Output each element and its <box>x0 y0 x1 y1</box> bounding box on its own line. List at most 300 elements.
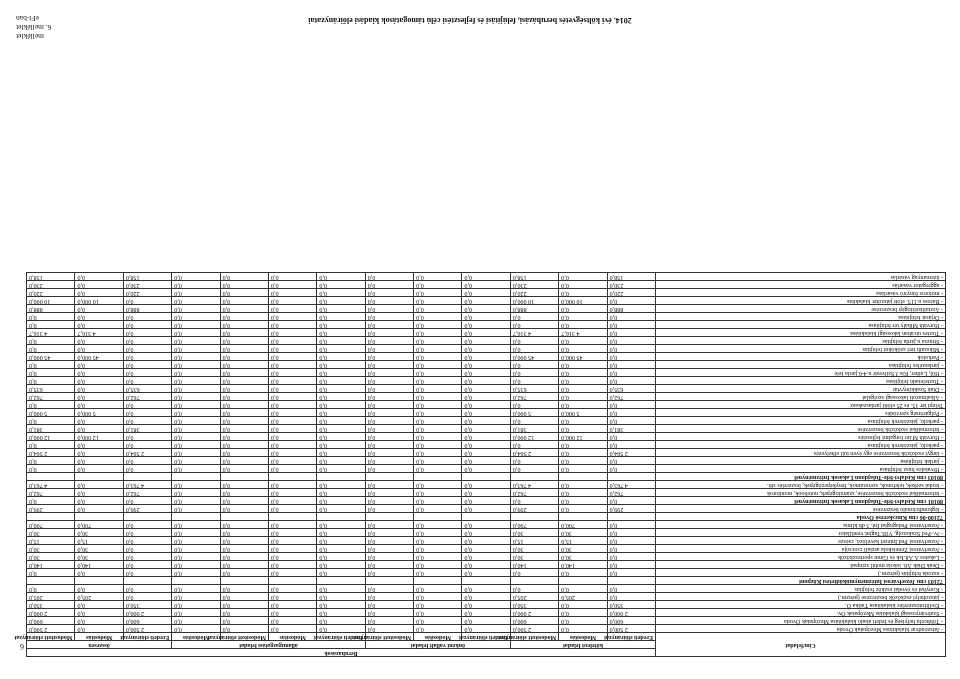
row-value: 0,0 <box>123 537 171 545</box>
row-value: 0,0 <box>607 353 655 361</box>
row-value: 0,0 <box>317 489 365 497</box>
row-value: 0,0 <box>172 273 220 281</box>
subcol-header: Módosítás <box>269 633 317 641</box>
row-value: 0,0 <box>462 545 510 553</box>
row-value: 30,0 <box>75 553 123 561</box>
row-value: 762,0 <box>510 393 558 401</box>
row-value: 0,0 <box>317 625 365 633</box>
page-mark: 6 <box>20 642 24 651</box>
row-value: 0,0 <box>172 617 220 625</box>
row-value: 0,0 <box>269 385 317 393</box>
table-row <box>27 441 946 449</box>
row-value: 0,0 <box>317 585 365 593</box>
row-value: 230,0 <box>123 281 171 289</box>
row-value: 0,0 <box>510 369 558 377</box>
row-value: 30,0 <box>27 529 76 537</box>
row-value: 0,0 <box>607 433 655 441</box>
row-value: 230,0 <box>607 281 655 289</box>
row-value: 0,0 <box>365 529 413 537</box>
row-value: 140,0 <box>510 561 558 569</box>
row-value: 0,0 <box>269 489 317 497</box>
table-row <box>27 521 946 529</box>
row-value: 0,0 <box>462 409 510 417</box>
row-value: 600,0 <box>510 617 558 625</box>
row-value: 0,0 <box>269 545 317 553</box>
row-value: 0,0 <box>220 465 268 473</box>
row-value <box>414 473 462 481</box>
row-label: - uszoda felújítás (pénzm.) <box>656 569 946 577</box>
row-value: 350,0 <box>123 601 171 609</box>
row-label: 72100-06 cím Kincskereső Óvoda <box>656 513 946 521</box>
row-value <box>269 473 317 481</box>
row-label: - parkoló, játszóterek felújítása <box>656 417 946 425</box>
table-row <box>27 321 946 329</box>
row-label: - Horváth Mihály tér felújítása <box>656 321 946 329</box>
row-value: 762,0 <box>123 393 171 401</box>
row-value: 0,0 <box>607 465 655 473</box>
row-value: 0,0 <box>365 289 413 297</box>
row-value: 0,0 <box>365 625 413 633</box>
row-value: 0,0 <box>414 281 462 289</box>
row-value: 158,0 <box>607 273 655 281</box>
row-value: 0,0 <box>559 401 607 409</box>
row-value <box>75 513 123 521</box>
row-value: 0,0 <box>365 297 413 305</box>
row-value: 0,0 <box>123 553 171 561</box>
row-value: 0,0 <box>123 465 171 473</box>
row-value: 205,0 <box>75 593 123 601</box>
row-value: 0,0 <box>414 593 462 601</box>
row-value: 0,0 <box>414 585 462 593</box>
row-value: 350,0 <box>607 601 655 609</box>
row-value: 0,0 <box>607 321 655 329</box>
row-value: 5 000,0 <box>27 409 76 417</box>
row-value <box>365 577 413 585</box>
row-value: 0,0 <box>123 497 171 505</box>
table-row <box>27 281 946 289</box>
row-value: 220,0 <box>607 289 655 297</box>
row-value: 0,0 <box>220 377 268 385</box>
row-value: 0,0 <box>269 401 317 409</box>
table-row <box>27 497 946 505</box>
row-value: 0,0 <box>123 585 171 593</box>
row-value: 0,0 <box>510 361 558 369</box>
row-value: 30,0 <box>510 553 558 561</box>
row-value: 0,0 <box>559 609 607 617</box>
row-value: 0,0 <box>172 305 220 313</box>
row-value: 0,0 <box>172 361 220 369</box>
row-value: 0,0 <box>317 273 365 281</box>
row-value: 0,0 <box>220 529 268 537</box>
row-value: 0,0 <box>27 441 76 449</box>
row-value: 0,0 <box>607 369 655 377</box>
row-value: 700,0 <box>75 521 123 529</box>
row-value: 0,0 <box>365 361 413 369</box>
row-value: 0,0 <box>317 425 365 433</box>
row-value: 0,0 <box>462 481 510 489</box>
row-value: 0,0 <box>75 465 123 473</box>
table-row <box>27 449 946 457</box>
row-value: 0,0 <box>365 433 413 441</box>
row-value: 0,0 <box>559 489 607 497</box>
row-value: 30,0 <box>510 545 558 553</box>
row-value: 0,0 <box>75 609 123 617</box>
table-row <box>27 393 946 401</box>
row-value: 0,0 <box>559 481 607 489</box>
row-label: - Polgárőrség szerződés <box>656 409 946 417</box>
row-label: - Őrjárat felújítása <box>656 313 946 321</box>
row-value: 0,0 <box>220 449 268 457</box>
row-value: 0,0 <box>269 281 317 289</box>
row-label: - Többcélú helyiség és fedett átadó kialakítása Mezőpatak Óvoda <box>656 617 946 625</box>
row-value: 5 000,0 <box>510 409 558 417</box>
row-value: 635,0 <box>607 385 655 393</box>
row-value: 0,0 <box>462 505 510 513</box>
row-value: 0,0 <box>172 393 220 401</box>
table-row <box>27 425 946 433</box>
row-value: 0,0 <box>365 481 413 489</box>
row-value: 0,0 <box>123 433 171 441</box>
row-value: 0,0 <box>414 329 462 337</box>
table-row <box>27 625 946 633</box>
row-value <box>510 473 558 481</box>
row-value: 0,0 <box>172 353 220 361</box>
row-value: 0,0 <box>269 553 317 561</box>
table-head <box>14 633 946 657</box>
table-row <box>27 569 946 577</box>
row-value: 0,0 <box>75 601 123 609</box>
row-value: 0,0 <box>365 609 413 617</box>
row-label: - járdaszéles felújítása <box>656 361 946 369</box>
table-row <box>27 353 946 361</box>
row-value: 0,0 <box>414 433 462 441</box>
row-value: 0,0 <box>220 481 268 489</box>
row-value: 0,0 <box>75 625 123 633</box>
row-value: 0,0 <box>510 497 558 505</box>
table-row <box>27 273 946 281</box>
row-value: 0,0 <box>414 521 462 529</box>
row-value: 0,0 <box>510 313 558 321</box>
row-value: 0,0 <box>462 361 510 369</box>
row-value: 0,0 <box>607 545 655 553</box>
table-row <box>27 561 946 569</box>
row-value: 0,0 <box>269 305 317 313</box>
row-label: - motoros fűnyíró vásárlása <box>656 289 946 297</box>
row-value: 0,0 <box>269 609 317 617</box>
annex-line-1: melléklet <box>16 32 44 41</box>
row-value: 0,0 <box>462 369 510 377</box>
row-value: 0,0 <box>75 441 123 449</box>
row-value: 0,0 <box>414 361 462 369</box>
row-value: 0,0 <box>75 361 123 369</box>
row-value: 0,0 <box>510 401 558 409</box>
row-value: 0,0 <box>510 337 558 345</box>
row-value: 0,0 <box>27 417 76 425</box>
row-value: 0,0 <box>607 553 655 561</box>
row-value: 0,0 <box>414 601 462 609</box>
row-value: 0,0 <box>269 497 317 505</box>
row-value: 600,0 <box>27 617 76 625</box>
table-row <box>27 433 946 441</box>
row-value: 0,0 <box>172 321 220 329</box>
row-value: 0,0 <box>365 585 413 593</box>
row-value: 0,0 <box>317 457 365 465</box>
row-value: 30,0 <box>27 545 76 553</box>
row-value: 0,0 <box>510 457 558 465</box>
row-value: 0,0 <box>365 505 413 513</box>
row-label: - Horváth M.tér forgalmi fejlesztés <box>656 433 946 441</box>
row-value: 0,0 <box>269 369 317 377</box>
row-value: 0,0 <box>123 593 171 601</box>
row-value: 0,0 <box>317 305 365 313</box>
row-value: 0,0 <box>123 569 171 577</box>
row-value: 0,0 <box>123 361 171 369</box>
row-value: 0,0 <box>559 457 607 465</box>
row-value: 0,0 <box>172 593 220 601</box>
row-value: 12 000,0 <box>510 433 558 441</box>
row-value: 158,0 <box>123 273 171 281</box>
row-value: 0,0 <box>123 369 171 377</box>
row-value: 0,0 <box>559 601 607 609</box>
row-value: 0,0 <box>269 273 317 281</box>
row-value: 45 000,0 <box>559 353 607 361</box>
row-label: 80101 cím Kisfalvi-féle-Tulajdonú Lakások Intézménynél <box>656 497 946 505</box>
row-value <box>462 513 510 521</box>
row-value <box>269 513 317 521</box>
table-row <box>27 329 946 337</box>
row-value: 0,0 <box>414 313 462 321</box>
row-value <box>607 577 655 585</box>
row-value: 0,0 <box>317 593 365 601</box>
row-value: 888,0 <box>123 305 171 313</box>
row-value: 0,0 <box>317 529 365 537</box>
row-value: 0,0 <box>220 425 268 433</box>
row-value: 0,0 <box>462 617 510 625</box>
row-value: 0,0 <box>123 521 171 529</box>
row-value: 30,0 <box>27 553 76 561</box>
row-value: 30,0 <box>510 529 558 537</box>
row-value: 0,0 <box>75 281 123 289</box>
row-value <box>317 473 365 481</box>
row-value: 0,0 <box>123 441 171 449</box>
row-label: - aggregátor vásárlás <box>656 281 946 289</box>
row-value: 0,0 <box>317 377 365 385</box>
row-value: 0,0 <box>27 497 76 505</box>
row-value: 0,0 <box>462 393 510 401</box>
row-value: 0,0 <box>172 585 220 593</box>
row-value: 158,0 <box>27 273 76 281</box>
row-value: 0,0 <box>559 569 607 577</box>
row-value: 0,0 <box>559 321 607 329</box>
row-value: 0,0 <box>317 401 365 409</box>
row-value: 0,0 <box>607 417 655 425</box>
row-value: 0,0 <box>365 457 413 465</box>
row-value: 0,0 <box>510 321 558 329</box>
row-value: 0,0 <box>414 321 462 329</box>
row-value: 220,0 <box>27 289 76 297</box>
row-value: 0,0 <box>172 601 220 609</box>
row-value: 350,0 <box>510 601 558 609</box>
row-value: 0,0 <box>510 377 558 385</box>
row-value: 0,0 <box>317 449 365 457</box>
annex-label <box>16 14 76 41</box>
row-value: 0,0 <box>269 585 317 593</box>
row-value: 0,0 <box>607 361 655 369</box>
row-value: 0,0 <box>27 337 76 345</box>
row-value: 0,0 <box>172 409 220 417</box>
row-value: 0,0 <box>172 529 220 537</box>
table-row <box>27 297 946 305</box>
row-value: 0,0 <box>75 273 123 281</box>
row-value: 0,0 <box>317 521 365 529</box>
subcol-header: Eredeti előirányzat <box>123 633 171 641</box>
row-value: 0,0 <box>172 433 220 441</box>
row-value: 0,0 <box>123 377 171 385</box>
row-value: 0,0 <box>220 521 268 529</box>
subcol-header: Módosított előirányzat <box>220 633 268 641</box>
table-row <box>27 553 946 561</box>
row-label: - Józsefvárosi Ped.Intézet kávéfőző, csésze <box>656 537 946 545</box>
row-value: 0,0 <box>462 529 510 537</box>
row-value: 30,0 <box>559 545 607 553</box>
row-value: 0,0 <box>220 305 268 313</box>
row-value: 0,0 <box>123 329 171 337</box>
row-value: 0,0 <box>559 393 607 401</box>
row-value: 0,0 <box>317 353 365 361</box>
row-value: 0,0 <box>172 449 220 457</box>
row-label: - Asztaltisztítógép beszerzése <box>656 305 946 313</box>
row-value: 0,0 <box>462 345 510 353</box>
row-value: 0,0 <box>462 297 510 305</box>
row-value: 0,0 <box>220 401 268 409</box>
row-label: - Józsefvárosi Pedagógiai Int. 3 db klíma <box>656 521 946 529</box>
row-value: 30,0 <box>559 553 607 561</box>
row-value: 0,0 <box>365 353 413 361</box>
row-value <box>510 513 558 521</box>
row-value: 0,0 <box>414 617 462 625</box>
row-value: 0,0 <box>559 505 607 513</box>
row-value <box>75 473 123 481</box>
row-value: 0,0 <box>317 289 365 297</box>
row-label: - üzemanyag vásárlás <box>656 273 946 281</box>
row-value: 0,0 <box>220 361 268 369</box>
row-value: 0,0 <box>317 553 365 561</box>
row-value <box>607 513 655 521</box>
row-value: 0,0 <box>365 345 413 353</box>
row-label: - parkoló, játszóterek felújítása <box>656 441 946 449</box>
subgroup-voluntary: önként vállalt feladat <box>365 641 510 649</box>
row-value: 140,0 <box>559 561 607 569</box>
row-label: - Deák Diák Ált. iskola mobil színpad <box>656 561 946 569</box>
row-value: 0,0 <box>220 601 268 609</box>
row-value: 0,0 <box>123 337 171 345</box>
row-value: 0,0 <box>172 537 220 545</box>
row-value: 0,0 <box>220 537 268 545</box>
row-value: 0,0 <box>172 441 220 449</box>
row-label: - Étellifutószerelés kialakítása Tátika Ó. <box>656 601 946 609</box>
row-value: 0,0 <box>414 401 462 409</box>
row-value: 0,0 <box>269 393 317 401</box>
row-value: 0,0 <box>607 329 655 337</box>
row-value: 0,0 <box>365 553 413 561</box>
row-value: 0,0 <box>75 313 123 321</box>
row-value: 0,0 <box>414 561 462 569</box>
table-row <box>27 577 946 585</box>
row-value: 0,0 <box>75 449 123 457</box>
row-value: 0,0 <box>559 345 607 353</box>
row-value: 600,0 <box>607 617 655 625</box>
col-header-group: Beruházások <box>27 649 656 657</box>
row-value: 0,0 <box>123 297 171 305</box>
row-value: 762,0 <box>27 489 76 497</box>
row-value: 0,0 <box>269 313 317 321</box>
row-value: 0,0 <box>269 481 317 489</box>
row-value <box>172 473 220 481</box>
col-header-name: Cím/feladat <box>656 633 946 657</box>
row-value: 0,0 <box>607 297 655 305</box>
row-value: 5 000,0 <box>75 409 123 417</box>
row-value: 0,0 <box>317 505 365 513</box>
row-value: 0,0 <box>365 561 413 569</box>
row-value: 0,0 <box>365 417 413 425</box>
row-value: 0,0 <box>172 313 220 321</box>
row-value: 0,0 <box>27 465 76 473</box>
row-value: 700,0 <box>510 521 558 529</box>
row-value: 0,0 <box>220 337 268 345</box>
row-value: 0,0 <box>317 609 365 617</box>
row-label: 72103 cím Józsefvárosi Intézményműködtetési Központ <box>656 577 946 585</box>
row-value: 2 500,0 <box>123 625 171 633</box>
row-value: 700,0 <box>27 521 76 529</box>
row-value: 0,0 <box>462 441 510 449</box>
row-value: 0,0 <box>462 593 510 601</box>
row-value <box>559 473 607 481</box>
row-value <box>365 473 413 481</box>
row-value: 0,0 <box>365 409 413 417</box>
row-value: 0,0 <box>27 313 76 321</box>
row-value: 230,0 <box>510 281 558 289</box>
row-value: 0,0 <box>462 281 510 289</box>
budget-table <box>14 272 946 657</box>
row-value: 0,0 <box>317 481 365 489</box>
row-value: 0,0 <box>559 377 607 385</box>
row-value: 0,0 <box>317 417 365 425</box>
row-value: 0,0 <box>172 625 220 633</box>
row-value: 0,0 <box>414 505 462 513</box>
row-value: 0,0 <box>462 417 510 425</box>
row-value: 205,0 <box>510 593 558 601</box>
row-value: 140,0 <box>75 561 123 569</box>
row-value: 0,0 <box>27 585 76 593</box>
row-value: 0,0 <box>75 393 123 401</box>
row-value: 0,0 <box>220 353 268 361</box>
row-value: 2 000,0 <box>607 609 655 617</box>
row-value <box>317 577 365 585</box>
row-value: 12 000,0 <box>559 433 607 441</box>
row-value: 0,0 <box>462 521 510 529</box>
document-title: 2014. évi költségvetés beruházási, felújítási és fejlesztési célú támogatások kiadási előirányzatai <box>308 16 632 25</box>
row-value: 2 000,0 <box>123 609 171 617</box>
row-label: - Játszóudvar kialakítása Mezőpatak Óvoda <box>656 625 946 633</box>
row-value: 0,0 <box>510 569 558 577</box>
annex-line-3: eFt-ban <box>16 14 39 23</box>
row-value: 0,0 <box>269 409 317 417</box>
table-row <box>27 345 946 353</box>
row-value: 0,0 <box>462 377 510 385</box>
row-value: 0,0 <box>220 489 268 497</box>
row-label: 80103 cím Kisfalvi-féle-Tulajdonú Lakások Intézménynél <box>656 473 946 481</box>
table-row <box>27 385 946 393</box>
